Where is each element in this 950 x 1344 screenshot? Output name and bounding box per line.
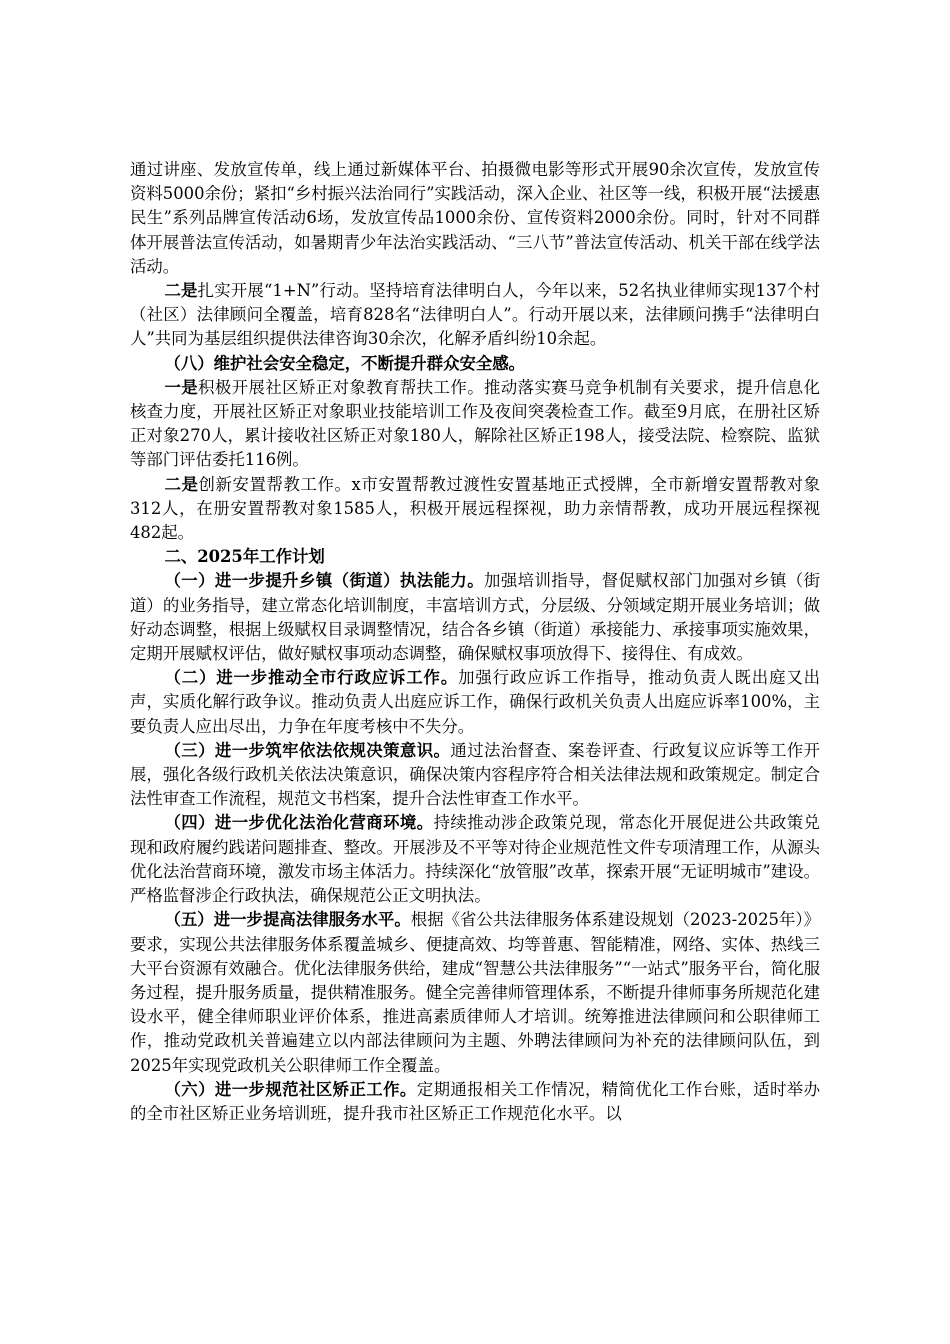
plan-item-2-lead: （二）进一步推动全市行政应诉工作。	[164, 668, 459, 688]
plan-item-6-text: 定期通报相关工作情况，精简优化工作台账，适时举办的全市社区矫正业务培训班，提升我市社区矫正工作规范化水平。以	[130, 1079, 821, 1123]
plan-item-4-lead: （四）进一步优化法治化营商环境。	[164, 813, 434, 833]
paragraph-2-lead: 二是	[164, 281, 198, 301]
paragraph-1	[130, 158, 820, 279]
paragraph-2	[130, 279, 820, 352]
plan-item-4-text: 持续推动涉企政策兑现，常态化开展促进公共政策兑现和政府履约践诺问题排查、整改。开展涉及不平等对待企业规范性文件专项清理工作，从源头优化法治营商环境，激发市场主体活力。持续深化“放管服”改革，探索开展“无证明城市”建设。严格监督涉企行政执法，确保规范公正文明执法。	[130, 813, 820, 906]
plan-item-6-lead: （六）进一步规范社区矫正工作。	[164, 1079, 417, 1099]
paragraph-2-text: 扎实开展“1+N”行动。坚持培育法律明白人，今年以来，52名执业律师实现137个村（社区）法律顾问全覆盖，培育828名“法律明白人”。行动开展以来，法律顾问携手“法律明白人”共同为基层组织提供法律咨询30余次，化解矛盾纠纷10余起。	[130, 281, 821, 349]
plan-item-3-text: 通过法治督查、案卷评查、行政复议应诉等工作开展，强化各级行政机关依法决策意识，确保决策内容程序符合相关法律法规和政策规定。制定合法性审查工作流程，规范文书档案，提升合法性审查工作水平。	[130, 740, 821, 809]
plan-item-1-lead: （一）进一步提升乡镇（街道）执法能力。	[164, 571, 485, 591]
plan-item-3-lead: （三）进一步筑牢依法依规决策意识。	[164, 740, 451, 760]
plan-item-4	[130, 811, 820, 908]
plan-item-5-text: 根据《省公共法律服务体系建设规划（2023-2025年）》要求，实现公共法律服务体系覆盖城乡、便捷高效、均等普惠、智能精准，网络、实体、热线三大平台资源有效融合。优化法律服务供给，建成“智慧公共法律服务”“一站式”服务平台，简化服务过程，提升服务质量，提供精准服务。健全完善律师管理体系，不断提升律师事务所规范化建设水平，健全律师职业评价体系，推进高素质律师人才培训。统筹推进法律顾问和公职律师工作，推动党政机关普遍建立以内部法律顾问为主题、外聘法律顾问为补充的法律顾问队伍，到2025年实现党政机关公职律师工作全覆盖。	[130, 910, 820, 1075]
paragraph-3-text: 积极开展社区矫正对象教育帮扶工作。推动落实赛马竞争机制有关要求，提升信息化核查力度，开展社区矫正对象职业技能培训工作及夜间突袭检查工作。截至9月底，在册社区矫正对象270人，累计接收社区矫正对象180人，解除社区矫正198人，接受法院、检察院、监狱等部门评估委托116例。	[130, 377, 820, 470]
paragraph-4-text: 创新安置帮教工作。x市安置帮教过渡性安置基地正式授牌，全市新增安置帮教对象312人，在册安置帮教对象1585人，积极开展远程探视，助力亲情帮教，成功开展远程探视482起。	[130, 474, 821, 543]
plan-item-1	[130, 569, 820, 666]
paragraph-4-lead: 二是	[164, 474, 199, 494]
section-heading-8	[130, 352, 820, 376]
paragraph-4	[130, 473, 820, 546]
paragraph-3-lead: 一是	[164, 377, 199, 397]
paragraph-3	[130, 376, 820, 473]
plan-item-6	[130, 1078, 820, 1126]
plan-item-5-lead: （五）进一步提高法律服务水平。	[164, 910, 411, 930]
paragraph-1-text: 通过讲座、发放宣传单，线上通过新媒体平台、拍摄微电影等形式开展90余次宣传，发放宣传资料5000余份；紧扣“乡村振兴法治同行”实践活动，深入企业、社区等一线，积极开展“法援惠民生”系列品牌宣传活动6场，发放宣传品1000余份、宣传资料2000余份。同时，针对不同群体开展普法宣传活动，如暑期青少年法治实践活动、“三八节”普法宣传活动、机关干部在线学法活动。	[130, 160, 820, 276]
section-heading-plan	[130, 545, 820, 569]
plan-item-1-text: 加强培训指导，督促赋权部门加强对乡镇（街道）的业务指导，建立常态化培训制度，丰富培训方式，分层级、分领域定期开展业务培训；做好动态调整，根据上级赋权目录调整情况，结合各乡镇（街道）承接能力、承接事项实施效果，定期开展赋权评估，做好赋权事项动态调整，确保赋权事项放得下、接得住、有成效。	[130, 571, 821, 664]
plan-item-2	[130, 666, 820, 739]
section-heading-8-text: （八）维护社会安全稳定，不断提升群众安全感。	[164, 353, 526, 373]
plan-item-5	[130, 908, 820, 1077]
section-heading-plan-text: 二、2025年工作计划	[164, 547, 325, 567]
plan-item-2-text: 加强行政应诉工作指导，推动负责人既出庭又出声，实质化解行政争议。推动负责人出庭应诉工作，确保行政机关负责人出庭应诉率100%，主要负责人应出尽出，力争在年度考核中不失分。	[130, 668, 821, 736]
plan-item-3	[130, 739, 820, 812]
document-page	[130, 158, 820, 1126]
